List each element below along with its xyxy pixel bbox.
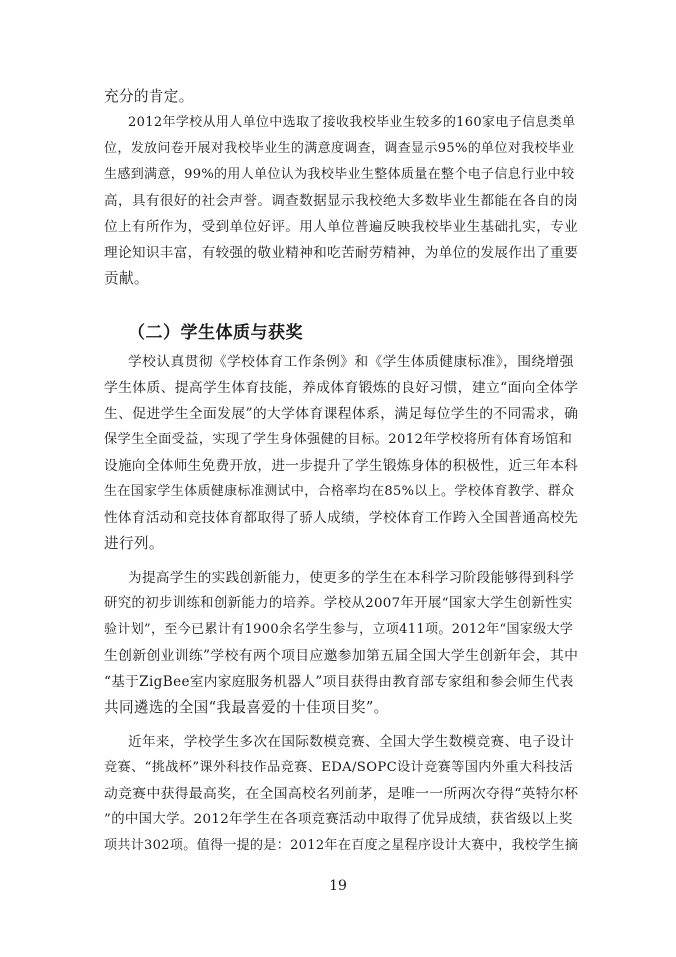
paragraph-line: 生、促进学生全面发展”的大学体育课程体系，满足每位学生的不同需求，确: [104, 406, 579, 422]
paragraph-line: ”的中国大学。2012年学生在各项竞赛活动中取得了优异成绩，获省级以上奖: [104, 812, 573, 827]
paragraph-line: 生创新创业训练”学校有两个项目应邀参加第五届全国大学生创新年会，其中: [104, 648, 579, 664]
paragraph-line: 学校认真贯彻《学校体育工作条例》和《学生体质健康标准》，围绕增强: [128, 354, 574, 370]
paragraph-line: 动竞赛中获得最高奖，在全国高校名列前茅，是唯一一所两次夺得“英特尔杯: [104, 786, 579, 802]
paragraph-line: 位上有所作为，受到单位好评。用人单位普遍反映我校毕业生基础扎实，专业: [104, 219, 579, 235]
paragraph-line: 设施向全体师生免费开放，进一步提升了学生锻炼身体的积极性，近三年本科: [104, 458, 579, 474]
paragraph-line: 项共计302项。值得一提的是：2012年在百度之星程序设计大赛中，我校学生摘: [104, 838, 579, 853]
paragraph-line: 近年来，学校学生多次在国际数模竞赛、全国大学生数模竞赛、电子设计: [128, 734, 575, 750]
paragraph-line: 性体育活动和竞技体育都取得了骄人成绩，学校体育工作跨入全国普通高校先: [104, 510, 579, 526]
paragraph-line: 位，发放问卷开展对我校毕业生的满意度调查，调查显示95%的单位对我校毕业: [104, 141, 575, 156]
paragraph-line: “基于ZigBee室内家庭服务机器人”项目获得由教育部专家组和参会师生代表: [104, 674, 574, 690]
paragraph-line: 竞赛、“挑战杯”课外科技作品竞赛、EDA/SOPC设计竞赛等国内外重大科技活: [104, 760, 574, 775]
paragraph-line: 学生体质、提高学生体育技能，养成体育锻炼的良好习惯，建立“面向全体学: [104, 380, 579, 396]
paragraph-line: 充分的肯定。: [104, 88, 194, 105]
paragraph-line: 生感到满意，99%的用人单位认为我校毕业生整体质量在整个电子信息行业中较: [104, 167, 575, 182]
paragraph-line: 理论知识丰富，有较强的敬业精神和吃苦耐劳精神，为单位的发展作出了重要: [104, 245, 579, 261]
paragraph-line: 共同遴选的全国“我最喜爱的十佳项目奖”。: [104, 699, 389, 716]
page-number: 19: [329, 878, 347, 894]
paragraph-line: 贡献。: [104, 270, 149, 287]
paragraph-line: 2012年学校从用人单位中选取了接收我校毕业生较多的160家电子信息类单: [128, 115, 576, 130]
section-heading: （二）学生体质与获奖: [128, 323, 303, 343]
paragraph-line: 验计划”，至今已累计有1900余名学生参与，立项411项。2012年“国家级大学: [104, 622, 574, 637]
paragraph-line: 进行列。: [104, 535, 164, 552]
paragraph-line: 保学生全面受益，实现了学生身体强健的目标。2012年学校将所有体育场馆和: [104, 432, 573, 447]
paragraph-line: 为提高学生的实践创新能力，使更多的学生在本科学习阶段能够得到科学: [128, 570, 575, 586]
paragraph-line: 生在国家学生体质健康标准测试中，合格率均在85%以上。学校体育教学、群众: [104, 484, 575, 499]
paragraph-line: 高，具有很好的社会声誉。调查数据显示我校绝大多数毕业生都能在各自的岗: [104, 193, 579, 209]
paragraph-line: 研究的初步训练和创新能力的培养。学校从2007年开展“国家大学生创新性实: [104, 596, 573, 611]
